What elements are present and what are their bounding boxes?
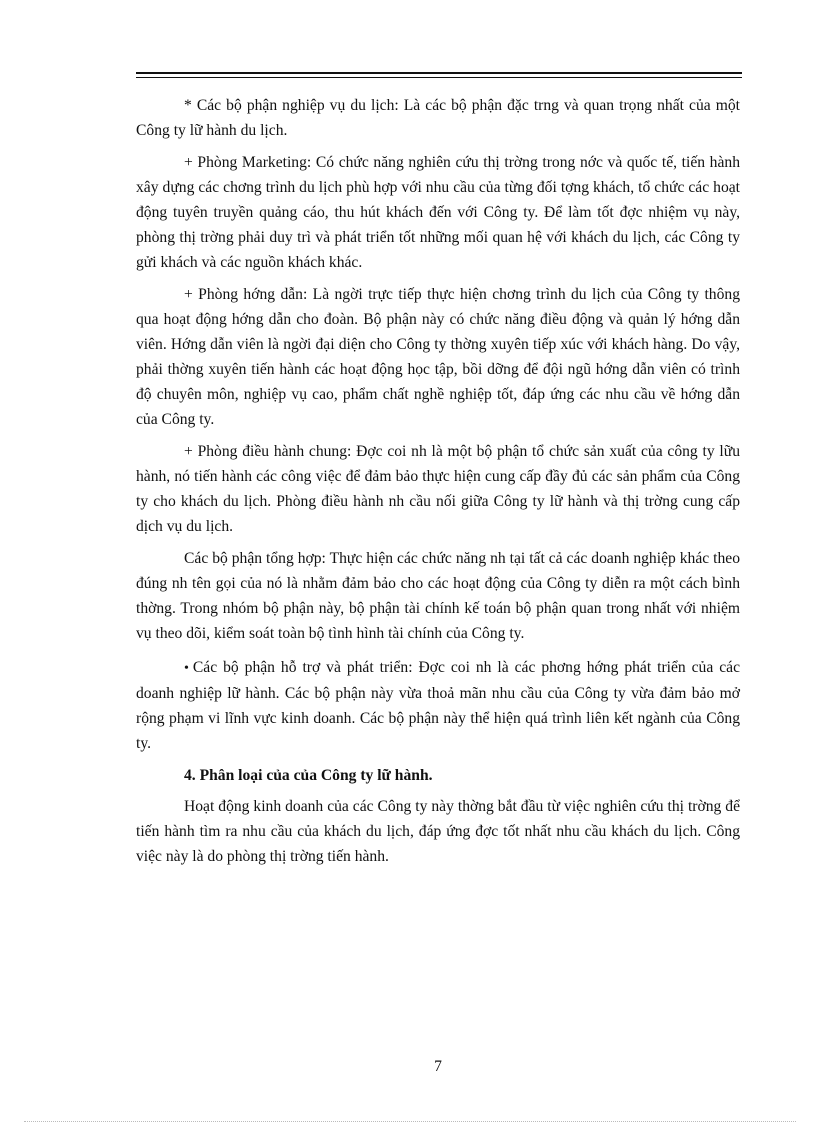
header-rule-thin	[136, 77, 742, 78]
page-number: 7	[434, 1058, 442, 1075]
bullet-paragraph-text: Các bộ phận hỗ trợ và phát triển: Đợc coi nh là các phơng hớng phát triển của các doanh nghiệp lữ hành. Các bộ phận này vừa thoả mãn nhu cầu của Công ty vừa đảm bảo mở rộng phạm vi lĩnh vực kinh doanh. Các bộ phận này thể hiện quá trình liên kết ngành của Công ty.	[136, 659, 740, 752]
document-body	[136, 93, 740, 876]
header-rule-thick	[136, 72, 742, 74]
paragraph-support-departments	[136, 655, 740, 756]
bullet-icon: •	[184, 661, 189, 676]
paragraph-operational-departments: * Các bộ phận nghiệp vụ du lịch: Là các bộ phận đặc trng và quan trọng nhất của một Công ty lữ hành du lịch.	[136, 97, 740, 139]
paragraph-business-activity: Hoạt động kinh doanh của các Công ty này thờng bắt đầu từ việc nghiên cứu thị trờng để tiến hành tìm ra nhu cầu của khách du lịch, đáp ứng đợc tốt nhất nhu cầu khách du lịch. Công việc này là do phòng thị trờng tiến hành.	[136, 798, 740, 865]
paragraph-general-departments: Các bộ phận tổng hợp: Thực hiện các chức năng nh tại tất cả các doanh nghiệp khác theo đúng nh tên gọi của nó là nhằm đảm bảo cho các hoạt động của Công ty diễn ra một cách bình thờng. Trong nhóm bộ phận này, bộ phận tài chính kế toán bộ phận quan trong nhất với nhiệm vụ theo dõi, kiểm soát toàn bộ tình hình tài chính của Công ty.	[136, 550, 740, 642]
paragraph-guide-department: + Phòng hớng dẫn: Là ngời trực tiếp thực hiện chơng trình du lịch của Công ty thông qua hoạt động hớng dẫn cho đoàn. Bộ phận này có chức năng điều động và quản lý hớng dẫn viên. Hớng dẫn viên là ngời đại diện cho Công ty thờng xuyên tiếp xúc với khách hàng. Do vậy, phải thờng xuyên tiến hành các hoạt động học tập, bồi dỡng để đội ngũ hớng dẫn viên có trình độ chuyên môn, nghiệp vụ cao, phẩm chất nghề nghiệp tốt, đáp ứng các nhu cầu về hớng dẫn của Công ty.	[136, 286, 740, 428]
paragraph-general-operations: + Phòng điều hành chung: Đợc coi nh là một bộ phận tổ chức sản xuất của công ty lữu hành, nó tiến hành các công việc để đảm bảo thực hiện cung cấp đầy đủ các sản phẩm của Công ty cho khách du lịch. Phòng điều hành nh cầu nối giữa Công ty lữ hành và thị trờng cung cấp dịch vụ du lịch.	[136, 443, 740, 535]
section-heading: 4. Phân loại của của Công ty lữ hành.	[184, 767, 433, 784]
paragraph-marketing: + Phòng Marketing: Có chức năng nghiên cứu thị trờng trong nớc và quốc tế, tiến hành xây dựng các chơng trình du lịch phù hợp với nhu cầu của từng đối tợng khách, tổ chức các hoạt động tuyên truyền quảng cáo, thu hút khách đến với Công ty. Để làm tốt đợc nhiệm vụ này, phòng thị trờng phải duy trì và phát triển tốt những mối quan hệ với khách du lịch, các Công ty gửi khách và các nguồn khách khác.	[136, 154, 740, 271]
footer-dotted-line	[24, 1121, 796, 1122]
